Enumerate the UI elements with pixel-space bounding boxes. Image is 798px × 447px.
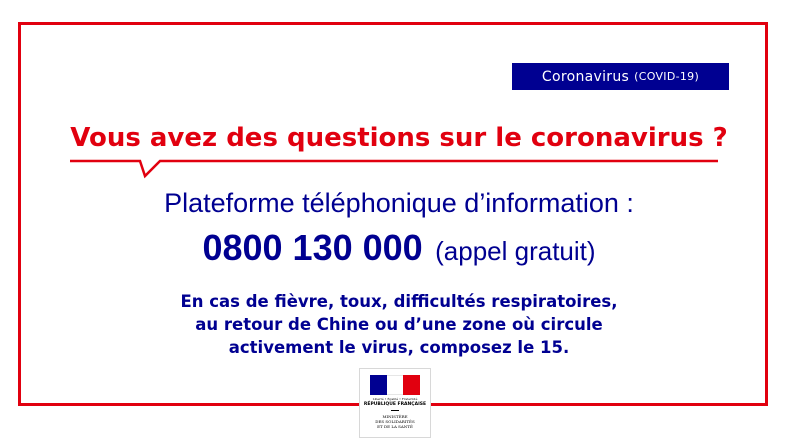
phone-line — [0, 226, 798, 278]
logo-motto: Liberté • Égalité • Fraternité — [372, 397, 418, 401]
logo-ministry — [362, 414, 428, 429]
phone-number: 0800 130 000 — [202, 227, 423, 268]
logo-ministry-line: ET DE LA SANTÉ — [377, 424, 413, 429]
advice-line: En cas de fièvre, toux, difficultés respiratoires, — [180, 292, 618, 311]
headline: Vous avez des questions sur le coronavirus ? — [70, 123, 728, 153]
badge-sub-label: (COVID-19) — [634, 70, 700, 83]
logo-ministry-line: MINISTÈRE — [382, 414, 408, 419]
logo-republic: RÉPUBLIQUE FRANÇAISE — [363, 402, 427, 407]
advice-line: au retour de Chine ou d’une zone où circule — [195, 315, 603, 334]
phone-note: (appel gratuit) — [435, 236, 596, 266]
platform-subtitle: Plateforme téléphonique d’information : — [164, 188, 634, 218]
advice-text — [0, 290, 798, 359]
marianne-emblem-icon — [370, 375, 420, 395]
ministry-logo — [359, 368, 431, 438]
advice-line: activement le virus, composez le 15. — [228, 338, 570, 357]
logo-divider — [391, 410, 399, 411]
logo-ministry-line: DES SOLIDARITÉS — [375, 419, 415, 424]
badge-main-label: Coronavirus — [541, 68, 630, 85]
